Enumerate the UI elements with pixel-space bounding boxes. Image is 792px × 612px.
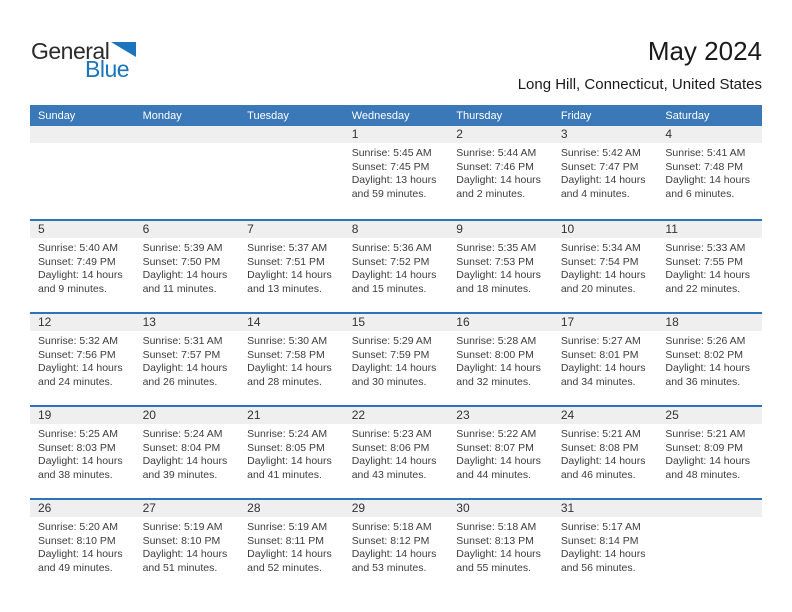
calendar-cell <box>30 314 135 405</box>
cell-info <box>448 424 553 482</box>
cell-sunset: Sunset: 8:11 PM <box>247 534 324 547</box>
cell-sunset: Sunset: 7:57 PM <box>142 348 221 361</box>
cell-sunset: Sunset: 8:10 PM <box>38 534 116 547</box>
cell-sunset: Sunset: 8:00 PM <box>456 348 534 361</box>
cell-date-number <box>239 126 344 143</box>
week-row <box>30 405 762 498</box>
cell-date-number: 6 <box>135 221 240 238</box>
cell-sunset: Sunset: 7:46 PM <box>456 160 534 173</box>
cell-date-number: 26 <box>30 500 135 517</box>
cell-date-number: 30 <box>448 500 553 517</box>
cell-date-number: 12 <box>30 314 135 331</box>
cell-info <box>448 517 553 575</box>
cell-info <box>30 331 135 389</box>
cell-date-number: 8 <box>344 221 449 238</box>
week-row <box>30 312 762 405</box>
cell-date-number: 15 <box>344 314 449 331</box>
cell-sunrise: Sunrise: 5:40 AM <box>38 242 118 254</box>
calendar-cell <box>657 500 762 591</box>
cell-date-number: 2 <box>448 126 553 143</box>
cell-date-number: 18 <box>657 314 762 331</box>
cell-info <box>30 517 135 575</box>
page-subtitle: Long Hill, Connecticut, United States <box>517 76 762 93</box>
calendar-cell <box>553 407 658 498</box>
calendar-cell <box>553 221 658 312</box>
calendar-cell <box>30 500 135 591</box>
cell-daylight: Daylight: 14 hours and 41 minutes. <box>247 455 332 481</box>
cell-sunrise: Sunrise: 5:32 AM <box>38 335 118 347</box>
cell-info <box>239 424 344 482</box>
cell-info <box>448 238 553 296</box>
cell-sunset: Sunset: 8:07 PM <box>456 441 534 454</box>
cell-date-number: 1 <box>344 126 449 143</box>
calendar-cell <box>657 221 762 312</box>
logo-text-general: General <box>31 38 110 64</box>
cell-sunset: Sunset: 8:01 PM <box>560 348 639 361</box>
calendar-cell <box>239 407 344 498</box>
cell-sunrise: Sunrise: 5:24 AM <box>247 428 328 440</box>
calendar-cell <box>135 221 240 312</box>
cell-sunrise: Sunrise: 5:21 AM <box>665 428 746 440</box>
cell-sunset: Sunset: 8:10 PM <box>142 534 221 547</box>
cell-sunset: Sunset: 8:14 PM <box>560 534 639 547</box>
cell-sunrise: Sunrise: 5:19 AM <box>247 521 328 533</box>
cell-sunset: Sunset: 8:03 PM <box>38 441 116 454</box>
cell-daylight: Daylight: 14 hours and 20 minutes. <box>560 269 646 295</box>
cell-info <box>239 331 344 389</box>
cell-sunrise: Sunrise: 5:18 AM <box>456 521 537 533</box>
cell-sunset: Sunset: 8:13 PM <box>456 534 534 547</box>
day-header-sunday: Sunday <box>38 109 76 122</box>
cell-sunrise: Sunrise: 5:31 AM <box>142 335 223 347</box>
week-row <box>30 498 762 591</box>
cell-sunset: Sunset: 7:56 PM <box>38 348 116 361</box>
page-title: May 2024 <box>647 36 762 66</box>
cell-sunset: Sunset: 8:12 PM <box>351 534 430 547</box>
cell-info <box>344 238 449 296</box>
cell-daylight: Daylight: 14 hours and 30 minutes. <box>351 362 437 388</box>
cell-sunrise: Sunrise: 5:27 AM <box>560 335 641 347</box>
cell-daylight: Daylight: 13 hours and 59 minutes. <box>351 174 437 200</box>
cell-info <box>553 331 658 389</box>
cell-daylight: Daylight: 14 hours and 46 minutes. <box>560 455 646 481</box>
calendar-cell <box>657 314 762 405</box>
cell-daylight: Daylight: 14 hours and 6 minutes. <box>665 174 751 200</box>
week-row <box>30 126 762 219</box>
cell-date-number: 19 <box>30 407 135 424</box>
cell-info <box>657 331 762 389</box>
cell-daylight: Daylight: 14 hours and 48 minutes. <box>665 455 751 481</box>
cell-info <box>448 143 553 201</box>
cell-sunset: Sunset: 8:02 PM <box>665 348 744 361</box>
calendar-cell <box>448 407 553 498</box>
cell-daylight: Daylight: 14 hours and 53 minutes. <box>351 548 437 574</box>
calendar-cell <box>344 500 449 591</box>
cell-date-number: 21 <box>239 407 344 424</box>
calendar-cell <box>344 126 449 219</box>
cell-daylight: Daylight: 14 hours and 22 minutes. <box>665 269 751 295</box>
cell-daylight: Daylight: 14 hours and 49 minutes. <box>38 548 123 574</box>
cell-sunset: Sunset: 7:45 PM <box>351 160 430 173</box>
cell-date-number: 17 <box>553 314 658 331</box>
cell-sunrise: Sunrise: 5:18 AM <box>351 521 432 533</box>
calendar-cell <box>553 314 658 405</box>
cell-daylight: Daylight: 14 hours and 55 minutes. <box>456 548 541 574</box>
calendar-cell <box>239 314 344 405</box>
cell-daylight: Daylight: 14 hours and 32 minutes. <box>456 362 541 388</box>
calendar-cell <box>30 407 135 498</box>
cell-info <box>553 424 658 482</box>
cell-daylight: Daylight: 14 hours and 36 minutes. <box>665 362 751 388</box>
title-block <box>518 36 762 93</box>
cell-date-number: 3 <box>553 126 658 143</box>
cell-info <box>344 331 449 389</box>
cell-date-number: 13 <box>135 314 240 331</box>
cell-info <box>553 517 658 575</box>
logo-text-blue: Blue <box>85 56 130 82</box>
general-blue-logo <box>31 40 136 81</box>
cell-sunrise: Sunrise: 5:44 AM <box>456 147 537 159</box>
cell-info <box>135 517 240 575</box>
cell-sunrise: Sunrise: 5:24 AM <box>142 428 223 440</box>
cell-sunset: Sunset: 7:50 PM <box>142 255 221 268</box>
calendar-cell <box>553 500 658 591</box>
cell-date-number: 5 <box>30 221 135 238</box>
cell-info <box>553 238 658 296</box>
cell-info <box>30 424 135 482</box>
cell-info <box>657 424 762 482</box>
calendar-cell <box>448 500 553 591</box>
calendar-cell <box>239 221 344 312</box>
cell-date-number: 4 <box>657 126 762 143</box>
calendar-cell <box>239 500 344 591</box>
cell-sunrise: Sunrise: 5:20 AM <box>38 521 118 533</box>
cell-date-number: 27 <box>135 500 240 517</box>
cell-daylight: Daylight: 14 hours and 18 minutes. <box>456 269 541 295</box>
cell-sunset: Sunset: 7:48 PM <box>665 160 744 173</box>
cell-date-number: 7 <box>239 221 344 238</box>
cell-info <box>344 517 449 575</box>
calendar-cell <box>657 126 762 219</box>
cell-sunrise: Sunrise: 5:26 AM <box>665 335 746 347</box>
cell-sunset: Sunset: 7:52 PM <box>351 255 430 268</box>
cell-sunset: Sunset: 8:05 PM <box>247 441 325 454</box>
cell-date-number: 24 <box>553 407 658 424</box>
cell-date-number: 31 <box>553 500 658 517</box>
cell-sunrise: Sunrise: 5:35 AM <box>456 242 537 254</box>
cell-sunset: Sunset: 8:09 PM <box>665 441 744 454</box>
cell-date-number: 29 <box>344 500 449 517</box>
calendar-cell <box>553 126 658 219</box>
calendar-cell <box>30 221 135 312</box>
calendar-cell <box>344 407 449 498</box>
cell-sunset: Sunset: 7:59 PM <box>351 348 430 361</box>
cell-sunrise: Sunrise: 5:28 AM <box>456 335 537 347</box>
calendar-cell <box>448 126 553 219</box>
cell-date-number: 28 <box>239 500 344 517</box>
cell-sunset: Sunset: 7:55 PM <box>665 255 744 268</box>
cell-info <box>657 143 762 201</box>
cell-sunset: Sunset: 8:04 PM <box>142 441 221 454</box>
cell-info <box>30 143 135 147</box>
cell-daylight: Daylight: 14 hours and 24 minutes. <box>38 362 123 388</box>
calendar-cell <box>135 407 240 498</box>
cell-info <box>135 424 240 482</box>
cell-daylight: Daylight: 14 hours and 34 minutes. <box>560 362 646 388</box>
cell-daylight: Daylight: 14 hours and 26 minutes. <box>142 362 228 388</box>
calendar-cell <box>344 314 449 405</box>
cell-sunset: Sunset: 8:06 PM <box>351 441 430 454</box>
cell-info <box>135 331 240 389</box>
day-header-saturday: Saturday <box>665 109 710 122</box>
cell-date-number: 9 <box>448 221 553 238</box>
cell-daylight: Daylight: 14 hours and 39 minutes. <box>142 455 228 481</box>
calendar-cell <box>657 407 762 498</box>
cell-sunrise: Sunrise: 5:30 AM <box>247 335 328 347</box>
calendar-cell <box>135 314 240 405</box>
cell-daylight: Daylight: 14 hours and 38 minutes. <box>38 455 123 481</box>
cell-info <box>239 143 344 147</box>
cell-sunrise: Sunrise: 5:17 AM <box>560 521 641 533</box>
cell-date-number: 23 <box>448 407 553 424</box>
calendar-cell <box>30 126 135 219</box>
cell-info <box>344 143 449 201</box>
day-header-thursday: Thursday <box>456 109 503 122</box>
cell-sunrise: Sunrise: 5:33 AM <box>665 242 746 254</box>
calendar-cell <box>239 126 344 219</box>
cell-date-number <box>30 126 135 143</box>
cell-date-number <box>135 126 240 143</box>
cell-sunrise: Sunrise: 5:36 AM <box>351 242 432 254</box>
weekday-header-row <box>30 105 762 126</box>
cell-daylight: Daylight: 14 hours and 44 minutes. <box>456 455 541 481</box>
cell-daylight: Daylight: 14 hours and 52 minutes. <box>247 548 332 574</box>
day-header-wednesday: Wednesday <box>351 109 410 122</box>
logo-triangle-icon <box>111 42 136 57</box>
cell-info <box>448 331 553 389</box>
cell-daylight: Daylight: 14 hours and 51 minutes. <box>142 548 228 574</box>
calendar-cell <box>135 500 240 591</box>
cell-info <box>657 517 762 521</box>
cell-daylight: Daylight: 14 hours and 15 minutes. <box>351 269 437 295</box>
cell-sunset: Sunset: 8:08 PM <box>560 441 639 454</box>
cell-daylight: Daylight: 14 hours and 4 minutes. <box>560 174 646 200</box>
day-header-monday: Monday <box>142 109 182 122</box>
cell-sunrise: Sunrise: 5:29 AM <box>351 335 432 347</box>
cell-daylight: Daylight: 14 hours and 13 minutes. <box>247 269 332 295</box>
cell-sunrise: Sunrise: 5:21 AM <box>560 428 641 440</box>
cell-info <box>553 143 658 201</box>
cell-sunrise: Sunrise: 5:37 AM <box>247 242 328 254</box>
cell-sunrise: Sunrise: 5:34 AM <box>560 242 641 254</box>
cell-info <box>344 424 449 482</box>
cell-date-number: 22 <box>344 407 449 424</box>
cell-sunset: Sunset: 7:53 PM <box>456 255 534 268</box>
cell-daylight: Daylight: 14 hours and 11 minutes. <box>142 269 228 295</box>
cell-info <box>657 238 762 296</box>
day-header-friday: Friday <box>560 109 592 122</box>
calendar-body <box>30 126 762 591</box>
cell-date-number: 16 <box>448 314 553 331</box>
calendar <box>30 105 762 591</box>
cell-sunset: Sunset: 7:51 PM <box>247 255 325 268</box>
cell-date-number: 20 <box>135 407 240 424</box>
cell-info <box>135 143 240 147</box>
cell-sunrise: Sunrise: 5:22 AM <box>456 428 537 440</box>
week-row <box>30 219 762 312</box>
cell-date-number: 10 <box>553 221 658 238</box>
cell-sunrise: Sunrise: 5:23 AM <box>351 428 432 440</box>
cell-daylight: Daylight: 14 hours and 2 minutes. <box>456 174 541 200</box>
cell-info <box>30 238 135 296</box>
calendar-cell <box>344 221 449 312</box>
cell-sunrise: Sunrise: 5:39 AM <box>142 242 223 254</box>
cell-daylight: Daylight: 14 hours and 9 minutes. <box>38 269 123 295</box>
cell-sunrise: Sunrise: 5:42 AM <box>560 147 641 159</box>
calendar-cell <box>448 221 553 312</box>
cell-daylight: Daylight: 14 hours and 28 minutes. <box>247 362 332 388</box>
day-header-tuesday: Tuesday <box>247 109 289 122</box>
cell-date-number <box>657 500 762 517</box>
cell-sunset: Sunset: 7:54 PM <box>560 255 639 268</box>
cell-info <box>239 238 344 296</box>
cell-sunrise: Sunrise: 5:45 AM <box>351 147 432 159</box>
cell-sunset: Sunset: 7:49 PM <box>38 255 116 268</box>
calendar-cell <box>135 126 240 219</box>
cell-date-number: 14 <box>239 314 344 331</box>
cell-sunset: Sunset: 7:58 PM <box>247 348 325 361</box>
cell-sunrise: Sunrise: 5:41 AM <box>665 147 746 159</box>
cell-daylight: Daylight: 14 hours and 43 minutes. <box>351 455 437 481</box>
cell-date-number: 11 <box>657 221 762 238</box>
cell-sunset: Sunset: 7:47 PM <box>560 160 639 173</box>
cell-daylight: Daylight: 14 hours and 56 minutes. <box>560 548 646 574</box>
cell-date-number: 25 <box>657 407 762 424</box>
calendar-cell <box>448 314 553 405</box>
cell-info <box>239 517 344 575</box>
cell-sunrise: Sunrise: 5:19 AM <box>142 521 223 533</box>
cell-info <box>135 238 240 296</box>
cell-sunrise: Sunrise: 5:25 AM <box>38 428 118 440</box>
